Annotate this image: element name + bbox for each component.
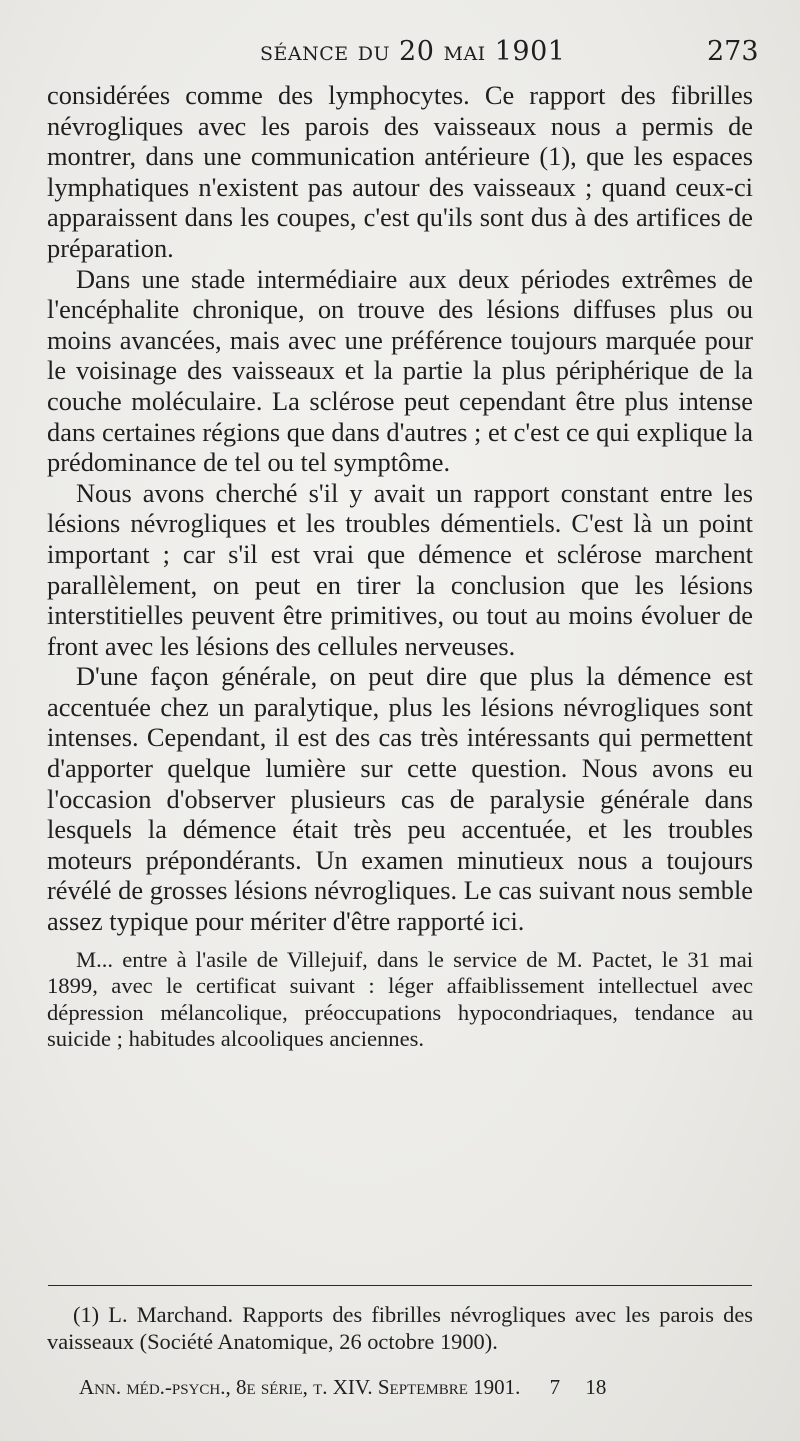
- case-report: M... entre à l'asile de Villejuif, dans le service de M. Pactet, le 31 mai 1899, avec le certificat suivant : léger affaiblissement intellectuel avec dépression mélancolique, préoccupations hypocondriaques, tendance au suicide ; habitudes alcooliques anciennes.: [47, 946, 753, 1052]
- page-number: 273: [707, 36, 759, 67]
- footnote: (1) L. Marchand. Rapports des fibrilles névrogliques avec les parois des vaisseaux (Société Anatomique, 26 octobre 1900).: [47, 1302, 753, 1355]
- page-header: [0, 36, 800, 76]
- journal-signature: Ann. méd.-psych., 8e série, t. XIV. Septembre 1901.: [79, 1375, 521, 1399]
- paragraph-1: considérées comme des lymphocytes. Ce rapport des fibrilles névrogliques avec les parois des vaisseaux nous a permis de montrer, dans une communication antérieure (1), que les espaces lymphatiques n'existent pas autour des vaisseaux ; quand ceux-ci apparaissent dans les coupes, c'est qu'ils sont dus à des artifices de préparation.: [47, 80, 753, 263]
- paragraph-4: D'une façon générale, on peut dire que plus la démence est accentuée chez un paralytique, plus les lésions névrogliques sont intenses. Cependant, il est des cas très intéressants qui permettent d'apporter quelque lumière sur cette question. Nous avons eu l'occasion d'observer plusieurs cas de paralysie générale dans lesquels la démence était très peu accentuée, et les troubles moteurs prépondérants. Un examen minutieux nous a toujours révélé de grosses lésions névrogliques. Le cas suivant nous semble assez typique pour mériter d'être rapporté ici.: [47, 661, 753, 937]
- paragraph-2: Dans une stade intermédiaire aux deux périodes extrêmes de l'encéphalite chronique, on trouve des lésions diffuses plus ou moins avancées, mais avec une préférence toujours marquée pour le voisinage des vaisseaux et la partie la plus périphérique de la couche moléculaire. La sclérose peut cependant être plus intense dans certaines régions que dans d'autres ; et c'est ce qui explique la prédominance de tel ou tel symptôme.: [47, 263, 753, 478]
- sheet-number: 7: [549, 1375, 561, 1399]
- printer-signature: [79, 1375, 606, 1400]
- sheet-number-2: 18: [585, 1375, 607, 1399]
- running-title: séance du 20 mai 1901: [260, 36, 566, 67]
- body-text: [47, 80, 753, 1053]
- footnote-rule: [48, 1285, 752, 1286]
- paragraph-3: Nous avons cherché s'il y avait un rapport constant entre les lésions névrogliques et les troubles démentiels. C'est là un point important ; car s'il est vrai que démence et sclérose marchent parallèlement, on peut en tirer la conclusion que les lésions interstitielles peuvent être primitives, ou tout au moins évoluer de front avec les lésions des cellules nerveuses.: [47, 477, 753, 661]
